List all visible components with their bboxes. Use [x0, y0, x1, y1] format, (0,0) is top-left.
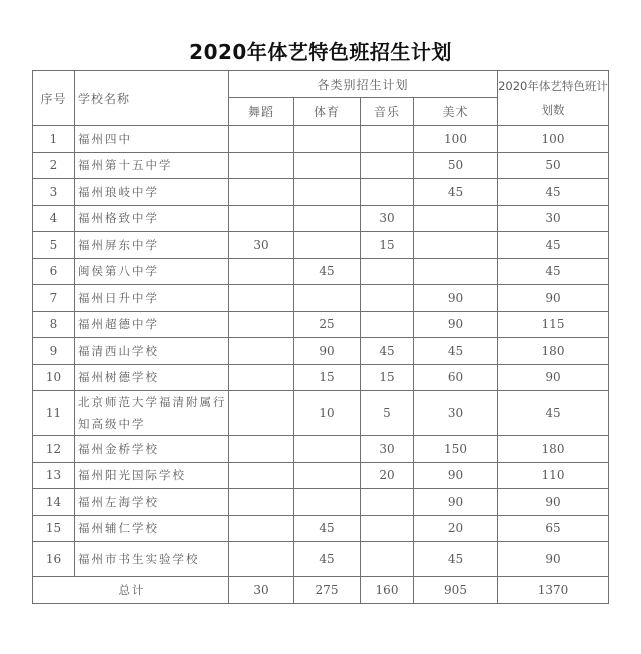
header-index: 序号	[33, 71, 75, 126]
dance-count	[229, 542, 294, 577]
music-count	[361, 126, 414, 153]
total-count: 90	[498, 489, 609, 516]
row-index: 13	[33, 462, 75, 489]
school-name: 北京师范大学福清附属行知高级中学	[75, 391, 229, 436]
table-row	[33, 285, 609, 312]
art-count: 45	[414, 179, 498, 206]
header-category-group: 各类别招生计划	[229, 71, 498, 98]
table-row	[33, 232, 609, 259]
row-index: 2	[33, 152, 75, 179]
sports-count	[294, 436, 361, 463]
total-count: 45	[498, 258, 609, 285]
dance-count	[229, 152, 294, 179]
dance-count	[229, 462, 294, 489]
school-name: 福州左海学校	[75, 489, 229, 516]
total-count: 180	[498, 436, 609, 463]
table-row	[33, 462, 609, 489]
table-row	[33, 179, 609, 206]
table-row	[33, 515, 609, 542]
school-name: 福州四中	[75, 126, 229, 153]
total-count: 45	[498, 232, 609, 259]
dance-count	[229, 515, 294, 542]
total-count: 110	[498, 462, 609, 489]
header-school: 学校名称	[75, 71, 229, 126]
dance-count	[229, 436, 294, 463]
table-row	[33, 126, 609, 153]
row-index: 11	[33, 391, 75, 436]
art-count: 90	[414, 462, 498, 489]
dance-count	[229, 179, 294, 206]
music-count: 30	[361, 436, 414, 463]
art-count: 150	[414, 436, 498, 463]
art-count: 90	[414, 311, 498, 338]
music-count: 20	[361, 462, 414, 489]
header-music: 音乐	[361, 98, 414, 126]
music-count	[361, 179, 414, 206]
school-name: 闽侯第八中学	[75, 258, 229, 285]
table-row	[33, 489, 609, 516]
total-music: 160	[361, 577, 414, 604]
total-count: 115	[498, 311, 609, 338]
table-row	[33, 338, 609, 365]
total-all: 1370	[498, 577, 609, 604]
music-count: 15	[361, 364, 414, 391]
total-count: 180	[498, 338, 609, 365]
school-name: 福州第十五中学	[75, 152, 229, 179]
school-name: 福州日升中学	[75, 285, 229, 312]
sports-count: 45	[294, 542, 361, 577]
dance-count	[229, 311, 294, 338]
sports-count	[294, 152, 361, 179]
row-index: 4	[33, 205, 75, 232]
total-count: 90	[498, 285, 609, 312]
art-count: 30	[414, 391, 498, 436]
total-count: 45	[498, 179, 609, 206]
sports-count: 45	[294, 258, 361, 285]
row-index: 7	[33, 285, 75, 312]
enrollment-table	[32, 70, 609, 604]
music-count	[361, 258, 414, 285]
school-name: 福州阳光国际学校	[75, 462, 229, 489]
art-count	[414, 232, 498, 259]
art-count: 50	[414, 152, 498, 179]
dance-count	[229, 364, 294, 391]
header-art: 美术	[414, 98, 498, 126]
dance-count	[229, 285, 294, 312]
row-index: 12	[33, 436, 75, 463]
school-name: 福州琅岐中学	[75, 179, 229, 206]
art-count: 20	[414, 515, 498, 542]
school-name: 福州辅仁学校	[75, 515, 229, 542]
sports-count	[294, 285, 361, 312]
music-count: 5	[361, 391, 414, 436]
art-count: 90	[414, 285, 498, 312]
page-title: 2020年体艺特色班招生计划	[189, 40, 452, 64]
row-index: 1	[33, 126, 75, 153]
school-name: 福州屏东中学	[75, 232, 229, 259]
table-row	[33, 205, 609, 232]
total-count: 90	[498, 542, 609, 577]
total-count: 65	[498, 515, 609, 542]
row-index: 9	[33, 338, 75, 365]
dance-count	[229, 126, 294, 153]
total-count: 100	[498, 126, 609, 153]
sports-count	[294, 462, 361, 489]
total-sports: 275	[294, 577, 361, 604]
sports-count	[294, 205, 361, 232]
art-count: 45	[414, 338, 498, 365]
sports-count: 90	[294, 338, 361, 365]
row-index: 3	[33, 179, 75, 206]
school-name: 福州市书生实验学校	[75, 542, 229, 577]
row-index: 14	[33, 489, 75, 516]
total-dance: 30	[229, 577, 294, 604]
dance-count	[229, 338, 294, 365]
table-row	[33, 152, 609, 179]
sports-count	[294, 232, 361, 259]
totals-label: 总计	[33, 577, 229, 604]
row-index: 16	[33, 542, 75, 577]
art-count: 45	[414, 542, 498, 577]
dance-count	[229, 391, 294, 436]
music-count	[361, 515, 414, 542]
music-count	[361, 152, 414, 179]
sports-count: 25	[294, 311, 361, 338]
school-name: 福州超德中学	[75, 311, 229, 338]
table-row	[33, 258, 609, 285]
row-index: 6	[33, 258, 75, 285]
sports-count	[294, 126, 361, 153]
row-index: 5	[33, 232, 75, 259]
sports-count: 10	[294, 391, 361, 436]
sports-count: 45	[294, 515, 361, 542]
table-row	[33, 364, 609, 391]
art-count: 100	[414, 126, 498, 153]
school-name: 福州树德学校	[75, 364, 229, 391]
dance-count	[229, 205, 294, 232]
school-name: 福州格致中学	[75, 205, 229, 232]
table-row	[33, 542, 609, 577]
music-count	[361, 542, 414, 577]
dance-count: 30	[229, 232, 294, 259]
music-count	[361, 489, 414, 516]
music-count	[361, 311, 414, 338]
row-index: 10	[33, 364, 75, 391]
total-art: 905	[414, 577, 498, 604]
total-count: 90	[498, 364, 609, 391]
school-name: 福清西山学校	[75, 338, 229, 365]
header-dance: 舞蹈	[229, 98, 294, 126]
music-count	[361, 285, 414, 312]
total-count: 50	[498, 152, 609, 179]
school-name: 福州金桥学校	[75, 436, 229, 463]
art-count: 90	[414, 489, 498, 516]
row-index: 15	[33, 515, 75, 542]
header-sports: 体育	[294, 98, 361, 126]
music-count: 30	[361, 205, 414, 232]
sports-count	[294, 489, 361, 516]
row-index: 8	[33, 311, 75, 338]
sports-count: 15	[294, 364, 361, 391]
totals-row	[33, 577, 609, 604]
art-count	[414, 205, 498, 232]
music-count: 45	[361, 338, 414, 365]
art-count: 60	[414, 364, 498, 391]
dance-count	[229, 258, 294, 285]
total-count: 45	[498, 391, 609, 436]
table-row	[33, 391, 609, 436]
header-total: 2020年体艺特色班计划数	[498, 71, 609, 126]
art-count	[414, 258, 498, 285]
dance-count	[229, 489, 294, 516]
total-count: 30	[498, 205, 609, 232]
music-count: 15	[361, 232, 414, 259]
sports-count	[294, 179, 361, 206]
table-row	[33, 311, 609, 338]
table-row	[33, 436, 609, 463]
